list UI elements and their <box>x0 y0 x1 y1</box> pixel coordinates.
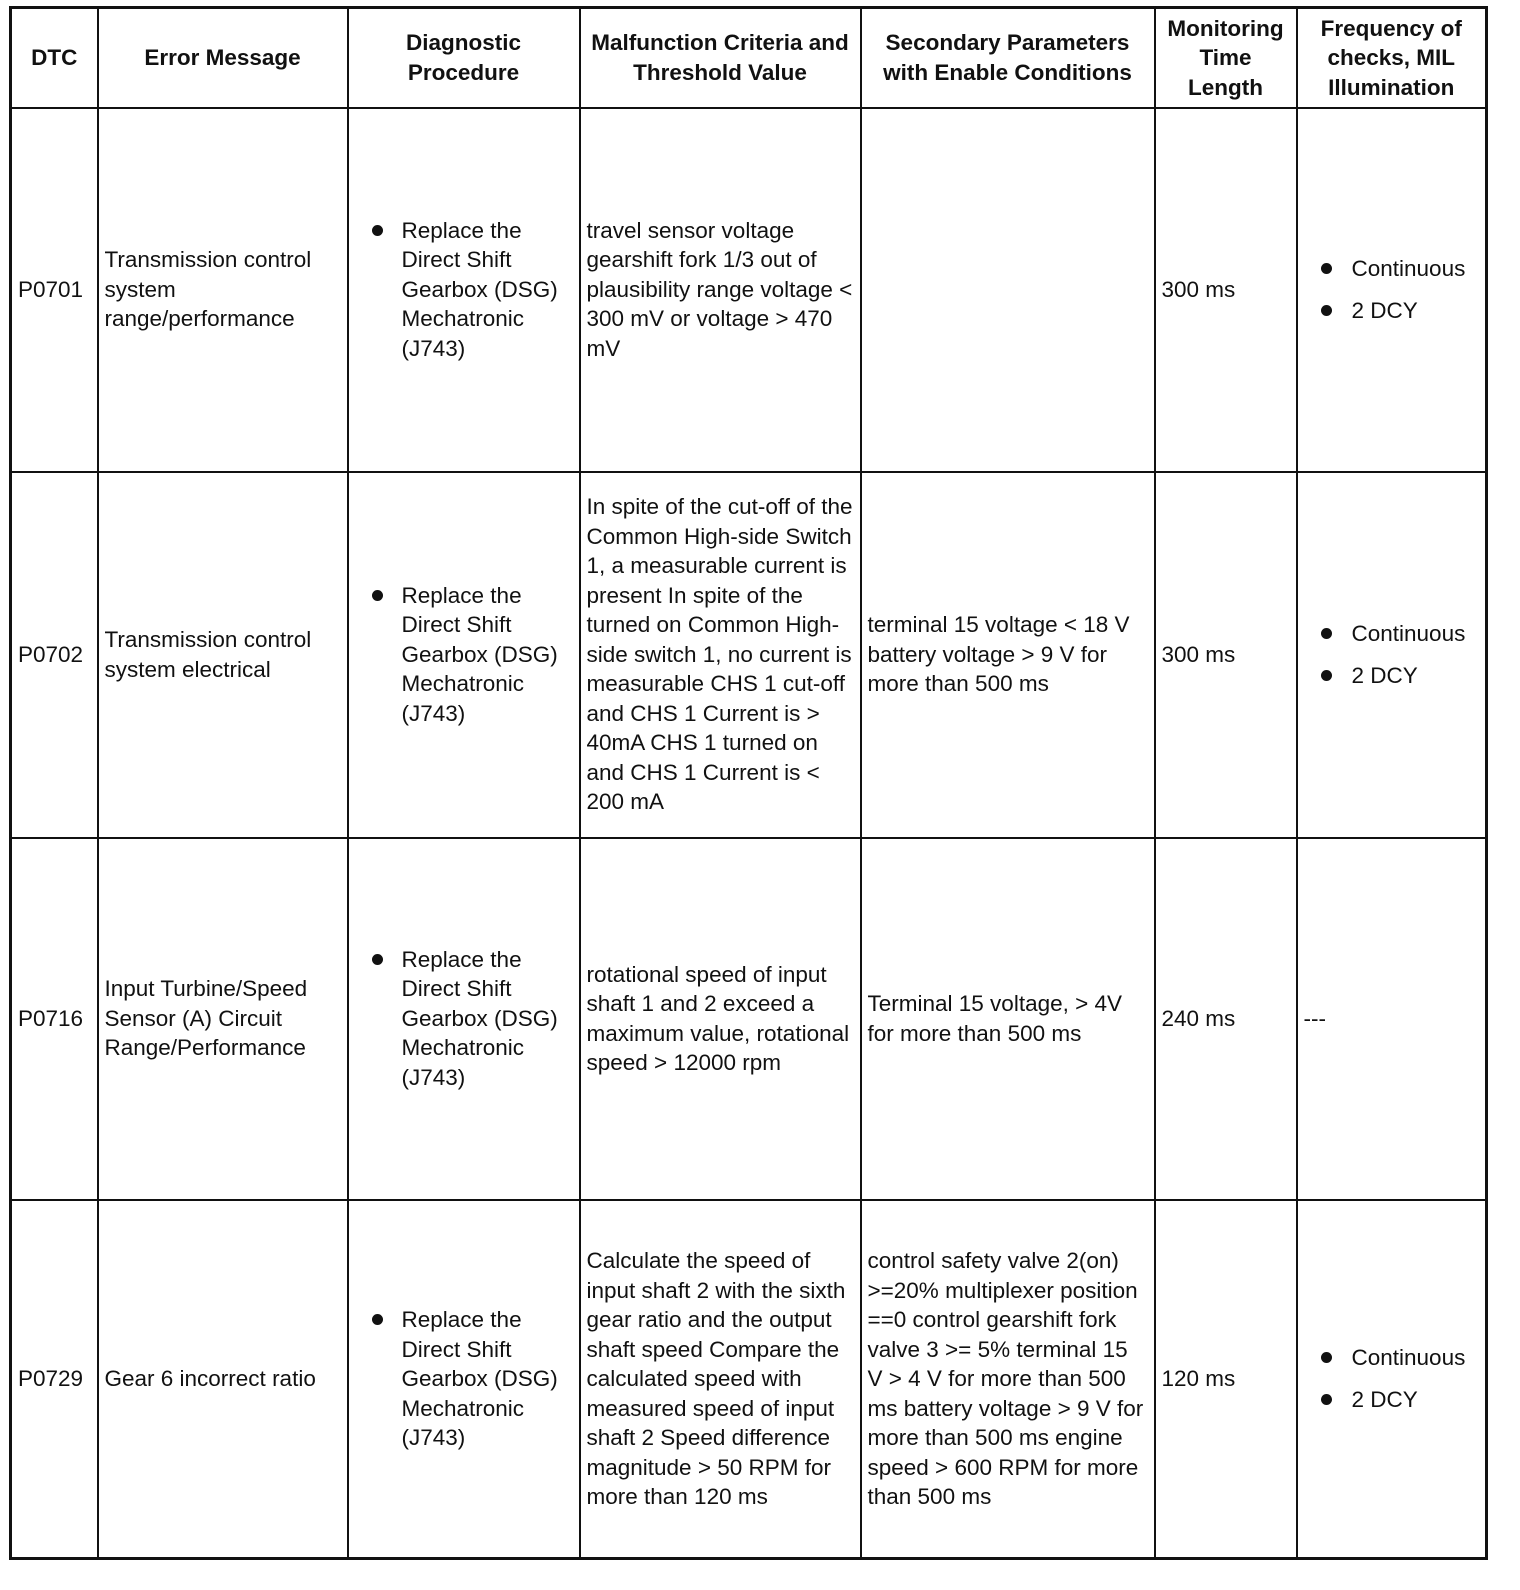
frequency-item: 2 DCY <box>1304 1385 1480 1415</box>
dtc-code: P0716 <box>11 838 98 1200</box>
header-secondary-parameters: Secondary Parameters with Enable Conditions <box>861 8 1155 108</box>
diagnostic-procedure <box>348 108 580 472</box>
dtc-code: P0729 <box>11 1200 98 1559</box>
dtc-code: P0702 <box>11 472 98 838</box>
diagnostic-procedure <box>348 472 580 838</box>
secondary-parameters <box>861 108 1155 472</box>
malfunction-criteria: In spite of the cut-off of the Common High-side Switch 1, a measurable current is present In spite of the turned on Common High-side switch 1, no current is measurable CHS 1 cut-off and CHS 1 Current is > 40mA CHS 1 turned on and CHS 1 Current is < 200 mA <box>580 472 861 838</box>
table-row <box>11 1200 1487 1559</box>
error-message: Transmission control system electrical <box>98 472 348 838</box>
diagnostic-procedure <box>348 838 580 1200</box>
malfunction-criteria: rotational speed of input shaft 1 and 2 exceed a maximum value, rotational speed > 12000 rpm <box>580 838 861 1200</box>
frequency-item: 2 DCY <box>1304 296 1480 326</box>
frequency <box>1297 472 1487 838</box>
monitoring-time: 120 ms <box>1155 1200 1297 1559</box>
secondary-parameters: Terminal 15 voltage, > 4V for more than 500 ms <box>861 838 1155 1200</box>
frequency: --- <box>1297 838 1487 1200</box>
header-diagnostic-procedure: Diagnostic Procedure <box>348 8 580 108</box>
frequency-item: Continuous <box>1304 254 1480 284</box>
header-monitoring-time: Monitoring Time Length <box>1155 8 1297 108</box>
dtc-code: P0701 <box>11 108 98 472</box>
secondary-parameters: control safety valve 2(on) >=20% multiplexer position ==0 control gearshift fork valve 3 >= 5% terminal 15 V > 4 V for more than 500 ms battery voltage > 9 V for more than 500 ms engine speed > 600 RPM for more than 500 ms <box>861 1200 1155 1559</box>
monitoring-time: 300 ms <box>1155 472 1297 838</box>
table-row <box>11 108 1487 472</box>
frequency <box>1297 1200 1487 1559</box>
monitoring-time: 240 ms <box>1155 838 1297 1200</box>
header-malfunction-criteria: Malfunction Criteria and Threshold Value <box>580 8 861 108</box>
header-row <box>11 8 1487 108</box>
error-message: Input Turbine/Speed Sensor (A) Circuit Range/Performance <box>98 838 348 1200</box>
monitoring-time: 300 ms <box>1155 108 1297 472</box>
error-message: Transmission control system range/performance <box>98 108 348 472</box>
table-row <box>11 838 1487 1200</box>
header-error-message: Error Message <box>98 8 348 108</box>
diagnostic-procedure-item: Replace the Direct Shift Gearbox (DSG) Mechatronic (J743) <box>355 216 573 364</box>
diagnostic-procedure-item: Replace the Direct Shift Gearbox (DSG) Mechatronic (J743) <box>355 945 573 1093</box>
malfunction-criteria: Calculate the speed of input shaft 2 with the sixth gear ratio and the output shaft speed Compare the calculated speed with measured speed of input shaft 2 Speed difference magnitude > 50 RPM for more than 120 ms <box>580 1200 861 1559</box>
header-dtc: DTC <box>11 8 98 108</box>
table-row <box>11 472 1487 838</box>
frequency <box>1297 108 1487 472</box>
error-message: Gear 6 incorrect ratio <box>98 1200 348 1559</box>
dtc-table <box>9 6 1488 1560</box>
frequency-item: Continuous <box>1304 619 1480 649</box>
secondary-parameters: terminal 15 voltage < 18 V battery voltage > 9 V for more than 500 ms <box>861 472 1155 838</box>
frequency-item: 2 DCY <box>1304 661 1480 691</box>
diagnostic-procedure <box>348 1200 580 1559</box>
frequency-item: Continuous <box>1304 1343 1480 1373</box>
header-frequency: Frequency of checks, MIL Illumination <box>1297 8 1487 108</box>
diagnostic-procedure-item: Replace the Direct Shift Gearbox (DSG) Mechatronic (J743) <box>355 1305 573 1453</box>
diagnostic-procedure-item: Replace the Direct Shift Gearbox (DSG) Mechatronic (J743) <box>355 581 573 729</box>
malfunction-criteria: travel sensor voltage gearshift fork 1/3 out of plausibility range voltage < 300 mV or voltage > 470 mV <box>580 108 861 472</box>
